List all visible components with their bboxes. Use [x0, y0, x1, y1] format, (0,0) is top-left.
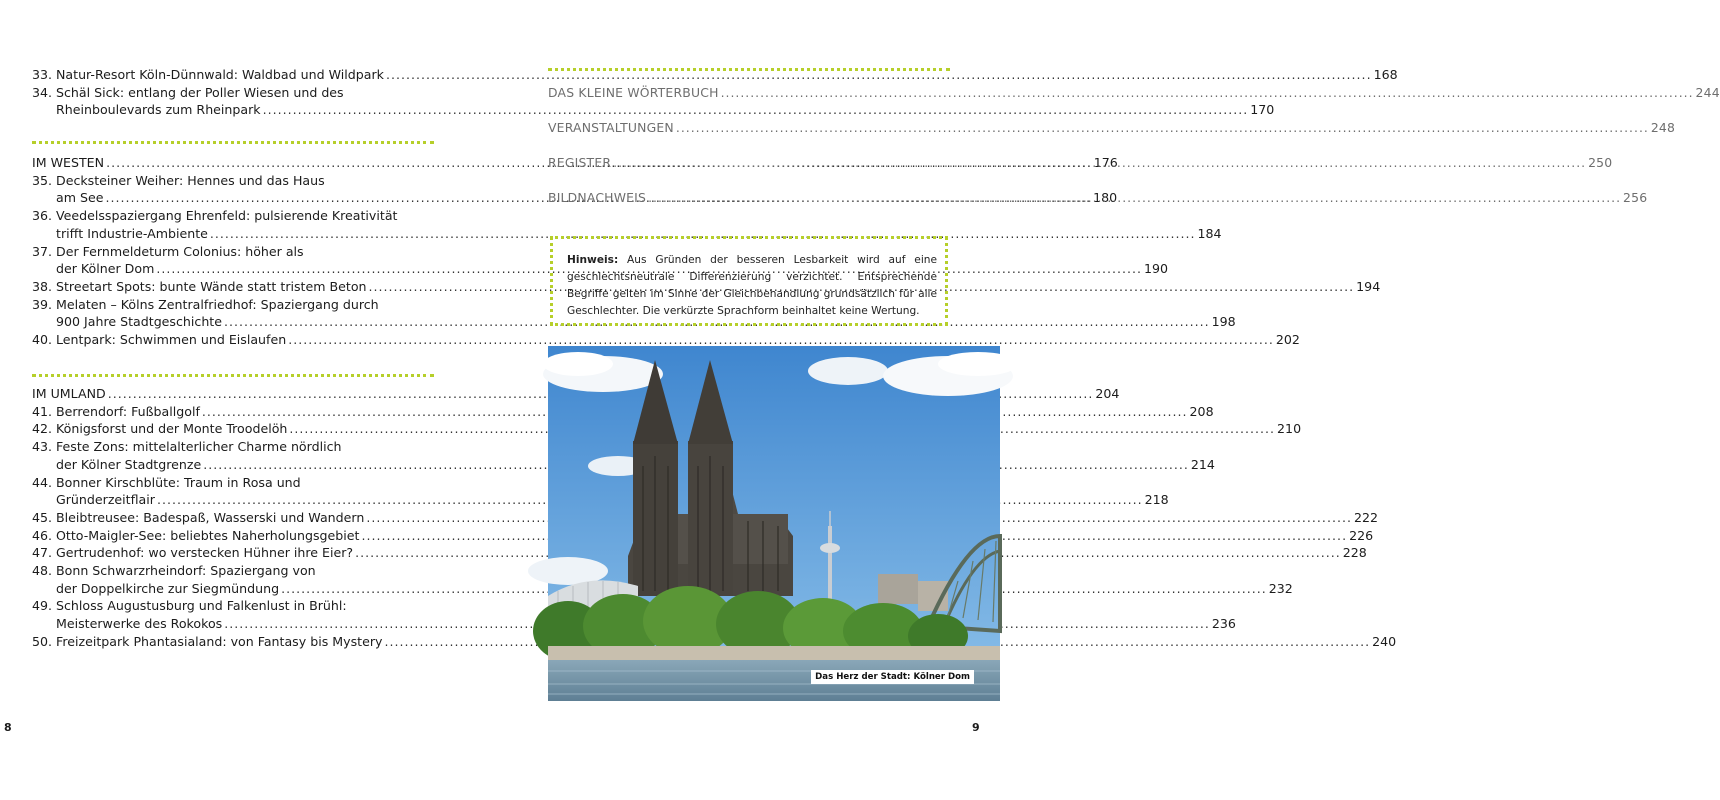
entry-title: Gertrudenhof: wo verstecken Hühner ihre Eier?: [56, 545, 354, 561]
section-title: IM UMLAND: [32, 386, 106, 401]
note-text: [567, 252, 937, 320]
toc-entry: [32, 331, 1300, 349]
entry-page: 232: [1268, 580, 1293, 596]
dot-leader: [676, 120, 1649, 135]
toc-entry: [32, 66, 1398, 84]
entry-number: 37.: [32, 243, 53, 259]
entry-number: 33.: [32, 67, 53, 82]
dotted-divider: [548, 68, 950, 71]
section-page: 176: [1093, 155, 1118, 170]
page-number-right: 9: [972, 721, 980, 734]
heading-text: BILDNACHWEIS: [548, 190, 647, 205]
entry-page: 222: [1353, 509, 1379, 525]
heading-text: DAS KLEINE WÖRTERBUCH: [548, 85, 719, 100]
entry-title: Der Fernmeldeturm Colonius: höher als: [56, 243, 304, 259]
toc-heading-veranstaltungen: [548, 120, 1676, 135]
heading-page: 250: [1588, 155, 1613, 170]
entry-number: 48.: [32, 563, 53, 579]
entry-page: 184: [1197, 225, 1222, 241]
toc-section-umland: [32, 385, 1397, 651]
entry-title: Schloss Augustusburg und Falkenlust in Brühl:: [56, 598, 347, 614]
entry-title: Veedelsspaziergang Ehrenfeld: pulsierende Kreativität: [56, 208, 398, 224]
entry-title: Gründerzeitflair: [56, 492, 155, 508]
entry-title: Lentpark: Schwimmen und Eislaufen: [56, 332, 287, 348]
entry-number: 46.: [32, 527, 53, 543]
entry-page: 180: [1093, 190, 1118, 206]
toc-entry: [32, 597, 1236, 632]
toc-entry: [32, 207, 1222, 242]
entry-number: 50.: [32, 633, 53, 649]
dot-leader: [648, 190, 1621, 205]
heading-text: VERANSTALTUNGEN: [548, 120, 674, 135]
entry-page: 236: [1211, 616, 1236, 632]
heading-page: 248: [1650, 120, 1676, 135]
toc-entry: [32, 562, 1293, 597]
entry-page: 194: [1356, 278, 1381, 294]
entry-title: am See: [56, 190, 104, 206]
entry-number: 35.: [32, 172, 53, 188]
entry-page: 202: [1275, 332, 1300, 348]
entry-number: 40.: [32, 332, 53, 348]
entry-title: Otto-Maigler-See: beliebtes Naherholungsgebiet: [56, 527, 360, 543]
entry-title: Rheinboulevards zum Rheinpark: [56, 102, 261, 118]
note-label: Hinweis:: [567, 254, 619, 266]
entry-title: Königsforst und der Monte Troodelöh: [56, 421, 288, 437]
entry-title: Bonner Kirschblüte: Traum in Rosa und: [56, 474, 301, 490]
toc-entry: [32, 633, 1397, 651]
entry-number: 45.: [32, 509, 53, 525]
dotted-divider: [32, 374, 434, 377]
entry-number: 41.: [32, 403, 53, 419]
entry-page: 226: [1349, 527, 1374, 543]
entry-title: Natur-Resort Köln-Dünnwald: Waldbad und Wildpark: [56, 67, 384, 82]
dot-leader: [613, 155, 1586, 170]
toc-entry: [32, 278, 1381, 296]
entry-number: 42.: [32, 421, 53, 437]
entry-number: 34.: [32, 84, 53, 100]
section-heading: [32, 385, 1120, 403]
heading-text: REGISTER: [548, 155, 612, 170]
note-body: Aus Gründen der besseren Lesbarkeit wird auf eine geschlechtsneutrale Differenzierung verzichtet. Entsprechende Begriffe gelten im Sinne der Gleichbehandlung grundsätzlich für alle Geschlechter. Die verkürzte Sprachform beinhaltet keine Wertung.: [567, 254, 937, 317]
heading-page: 256: [1623, 190, 1648, 205]
entry-page: 214: [1190, 456, 1215, 472]
entry-title: Streetart Spots: bunte Wände statt tristem Beton: [56, 278, 367, 294]
entry-title: Freizeitpark Phantasialand: von Fantasy bis Mystery: [56, 633, 383, 649]
entry-title: trifft Industrie-Ambiente: [56, 225, 208, 241]
photo-caption: Das Herz der Stadt: Kölner Dom: [811, 670, 974, 684]
toc-entry: [32, 438, 1215, 473]
toc-entry: [32, 403, 1214, 421]
entry-page: 240: [1372, 633, 1397, 649]
entry-number: 43.: [32, 439, 53, 455]
dot-leader: [721, 85, 1694, 100]
entry-title: Feste Zons: mittelalterlicher Charme nördlich: [56, 439, 342, 455]
entry-page: 218: [1144, 492, 1169, 508]
toc-entry: [32, 474, 1169, 509]
entry-page: 198: [1211, 314, 1236, 330]
entry-title: der Kölner Dom: [56, 261, 155, 277]
toc-entry: [32, 296, 1236, 331]
entry-title: Bonn Schwarzrheindorf: Spaziergang von: [56, 563, 316, 579]
cathedral-photo: [548, 346, 1000, 701]
entry-page: 190: [1143, 261, 1169, 277]
entry-title: der Kölner Stadtgrenze: [56, 456, 202, 472]
entry-page: 170: [1250, 102, 1275, 118]
entry-page: 208: [1189, 403, 1214, 419]
entry-title: Decksteiner Weiher: Hennes und das Haus: [56, 172, 325, 188]
toc-entry: [32, 509, 1379, 527]
toc-heading-woerterbuch: [548, 85, 1720, 100]
entry-title: der Doppelkirche zur Siegmündung: [56, 580, 280, 596]
toc-entry: [32, 420, 1302, 438]
entry-number: 38.: [32, 278, 53, 294]
entry-page: 168: [1373, 67, 1398, 82]
entry-title: Bleibtreusee: Badespaß, Wasserski und Wandern: [56, 509, 365, 525]
entry-number: 44.: [32, 474, 53, 490]
page-number-left: 8: [4, 721, 12, 734]
note-box: [550, 236, 948, 326]
toc-entry: [32, 544, 1367, 562]
entry-page: 228: [1342, 545, 1367, 561]
entry-title: 900 Jahre Stadtgeschichte: [56, 314, 222, 330]
section-page: 204: [1095, 386, 1120, 401]
entry-number: 47.: [32, 545, 53, 561]
entry-number: 49.: [32, 598, 53, 614]
entry-title: Melaten – Kölns Zentralfriedhof: Spaziergang durch: [56, 296, 379, 312]
heading-page: 244: [1695, 85, 1720, 100]
entry-title: Meisterwerke des Rokokos: [56, 616, 223, 632]
entry-number: 39.: [32, 296, 53, 312]
entry-number: 36.: [32, 208, 53, 224]
cathedral-illustration: [548, 346, 1000, 701]
entry-page: 210: [1277, 421, 1302, 437]
toc-entry: [32, 527, 1374, 545]
section-title: IM WESTEN: [32, 155, 105, 170]
entry-title: Berrendorf: Fußballgolf: [56, 403, 200, 419]
dotted-divider: [32, 141, 434, 144]
entry-title: Schäl Sick: entlang der Poller Wiesen und des: [56, 84, 344, 100]
